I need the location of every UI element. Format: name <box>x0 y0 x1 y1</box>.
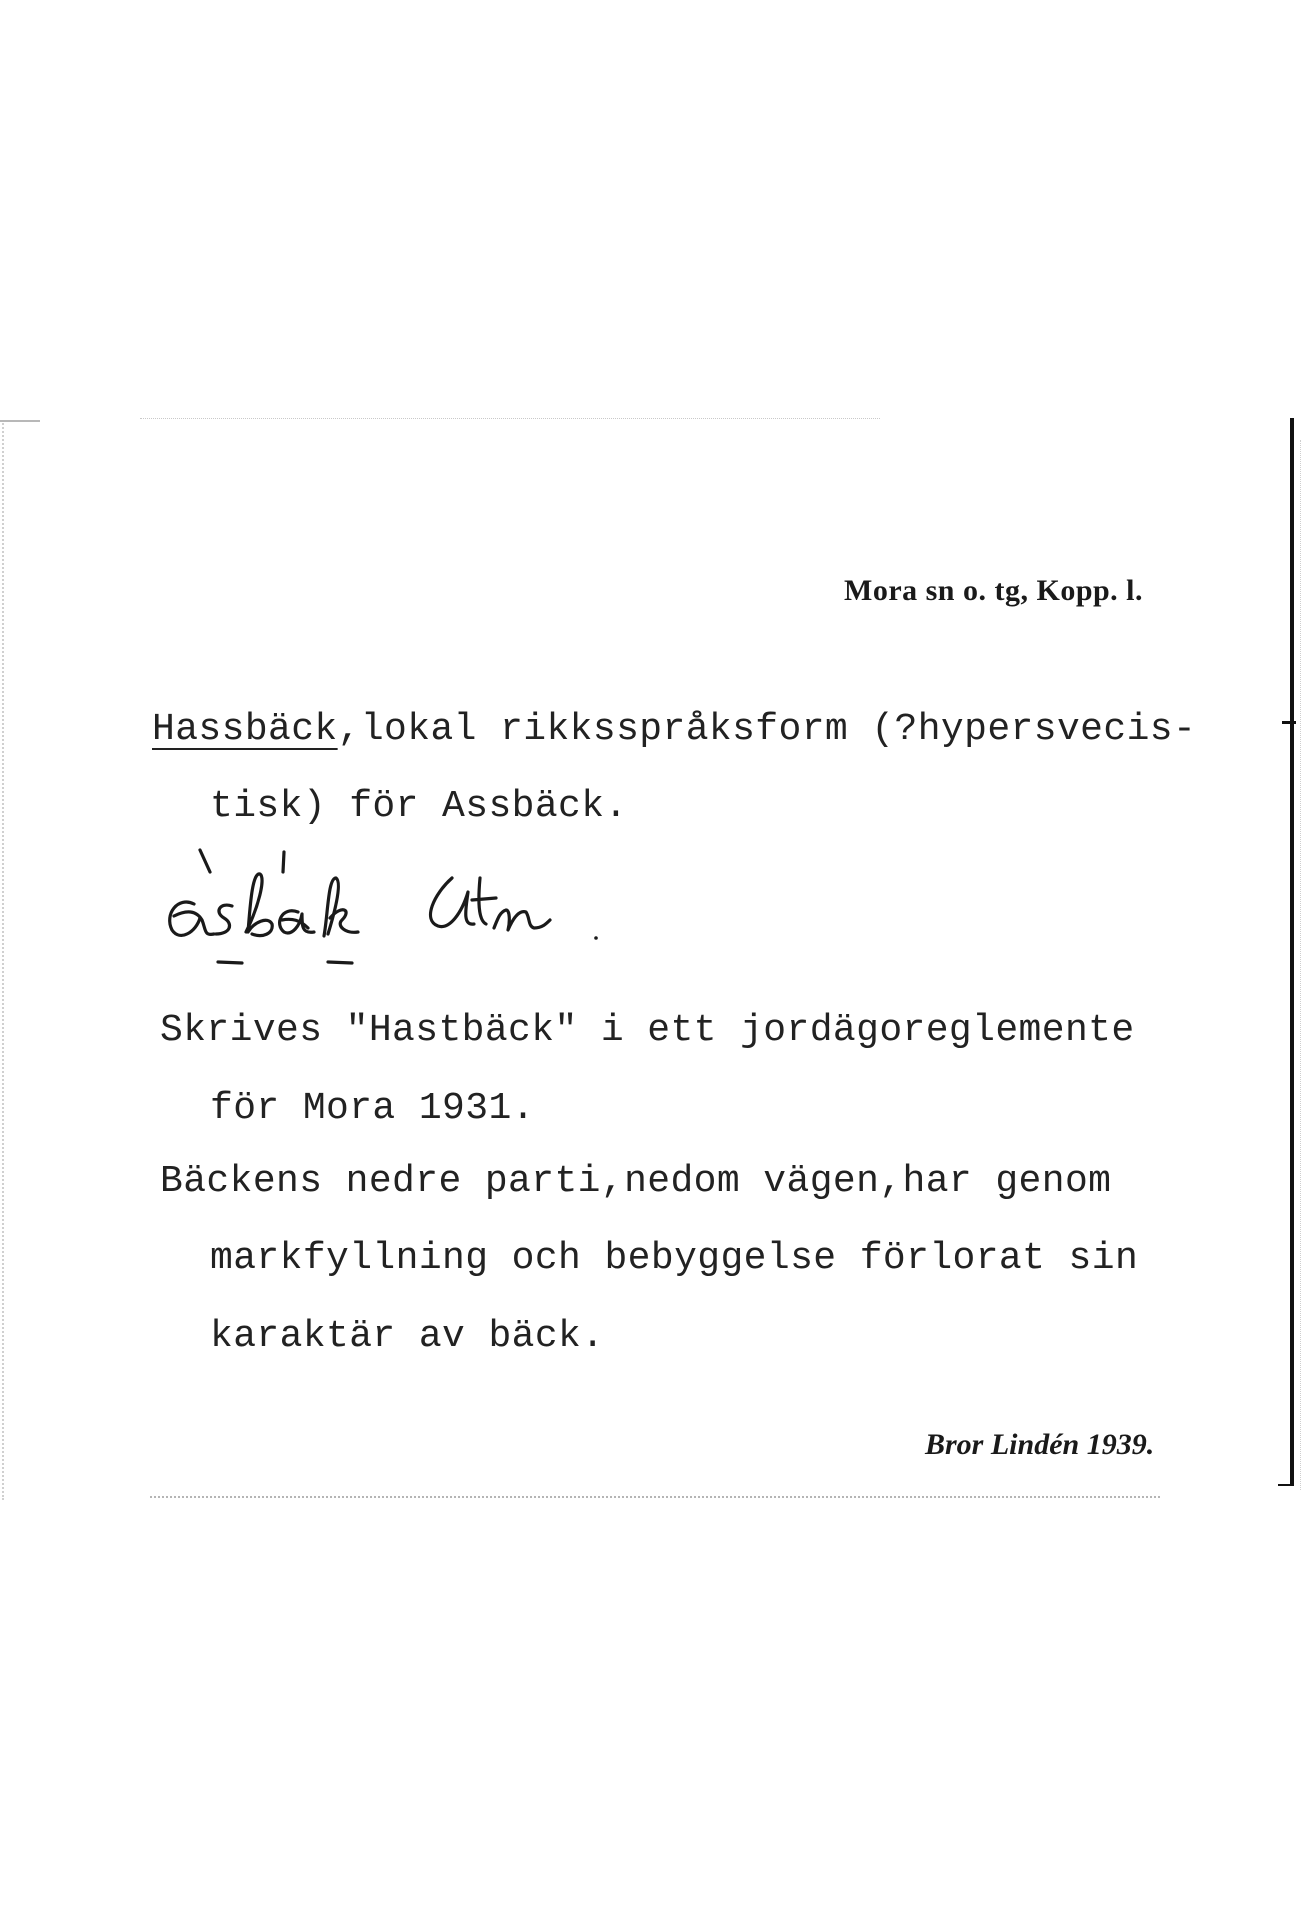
card-header-location: Mora sn o. tg, Kopp. l. <box>844 574 1144 607</box>
typed-line-2: tisk) för Assbäck. <box>210 785 628 828</box>
headword: Hassbäck <box>152 708 338 751</box>
scan-edge-top <box>140 418 880 419</box>
scan-tick-left <box>0 420 40 422</box>
handwritten-pronunciation-drawing <box>150 838 610 968</box>
scan-edge-left <box>2 420 12 1500</box>
author-signature: Bror Lindén 1939. <box>925 1428 1155 1461</box>
handwritten-pronunciation <box>150 838 610 968</box>
typed-line-4: för Mora 1931. <box>210 1087 535 1130</box>
typed-line-1-text: ,lokal rikksspråksform (?hypersvecis- <box>337 708 1197 751</box>
card-border-mark-lower <box>1278 1484 1292 1486</box>
typed-line-3: Skrives "Hastbäck" i ett jordägoreglemente <box>160 1009 1135 1052</box>
scan-edge-right <box>1300 440 1301 1490</box>
card-border-mark-upper <box>1282 721 1296 724</box>
card-right-border <box>1290 418 1294 1486</box>
typed-line-7: karaktär av bäck. <box>210 1315 605 1358</box>
typed-line-5: Bäckens nedre parti,nedom vägen,har genom <box>160 1160 1112 1203</box>
typed-line-1 <box>152 708 1197 751</box>
scan-edge-bottom <box>150 1496 1160 1498</box>
typed-line-6: markfyllning och bebyggelse förlorat sin <box>210 1237 1139 1280</box>
